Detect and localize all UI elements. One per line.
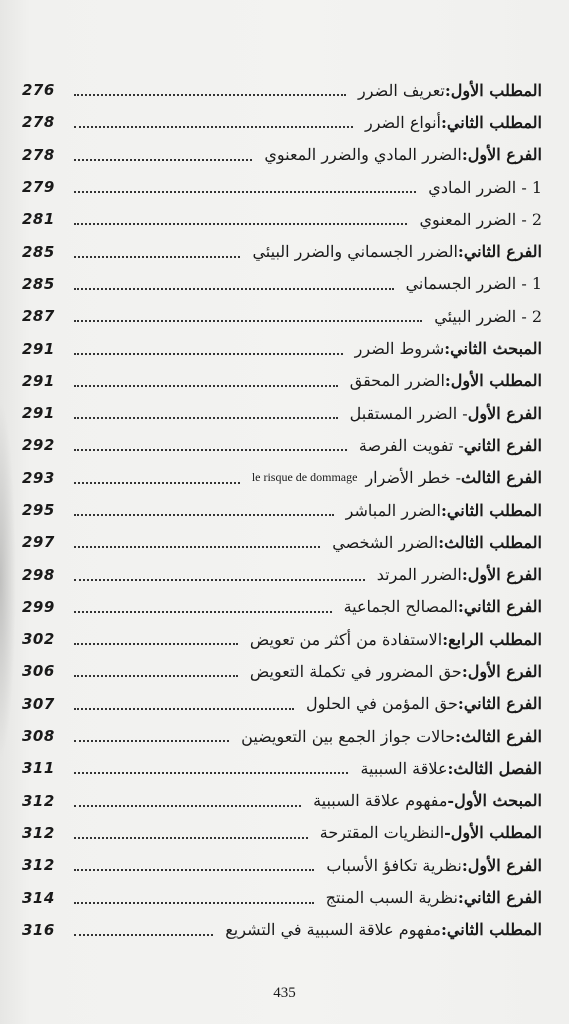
toc-entry	[22, 397, 542, 429]
toc-entry	[22, 881, 542, 913]
toc-entry-title	[400, 274, 542, 293]
toc-entry-label: المبحث الثاني:	[444, 339, 542, 359]
toc-leader-dots	[74, 708, 294, 710]
toc-entry-label: الفرع الثاني:	[457, 888, 542, 908]
toc-entry-text: الضرر المباشر	[345, 500, 441, 520]
toc-entry-label: المطلب الرابع:	[442, 629, 542, 649]
toc-entry	[22, 558, 542, 590]
toc-entry-text: مفهوم علاقة السببية في التشريع	[225, 920, 441, 940]
toc-page-number: 311	[22, 759, 55, 778]
toc-entry	[22, 494, 542, 526]
toc-leader-dots	[74, 159, 252, 161]
toc-page-number: 291	[22, 404, 55, 423]
toc-leader-dots	[74, 256, 240, 258]
toc-entry	[22, 139, 542, 171]
toc-page-number: 292	[22, 436, 55, 455]
toc-leader-dots	[74, 643, 238, 645]
toc-entry-title	[338, 597, 542, 616]
toc-entry-label: الفرع الأول:	[461, 855, 542, 875]
toc-entry	[22, 462, 542, 494]
toc-entry-label: الفرع الثالث:	[455, 726, 542, 746]
toc-entry-title	[352, 81, 542, 100]
toc-page-number: 306	[22, 662, 55, 681]
toc-page-number: 299	[22, 597, 55, 616]
toc-entry-title	[244, 630, 542, 649]
toc-entry-text: حق المضرور في تكملة التعويض	[249, 661, 462, 681]
toc-entry-label: المطلب الأول:	[444, 371, 542, 391]
toc-entry-title	[320, 856, 542, 875]
toc-entry-latin-term: le risque de dommage	[251, 470, 358, 485]
toc-entry-title	[428, 307, 542, 326]
toc-entry-label: الفرع الثاني:	[457, 242, 542, 262]
toc-entry	[22, 817, 542, 849]
toc-entry	[22, 623, 542, 655]
toc-leader-dots	[74, 482, 240, 484]
toc-entry-title	[344, 371, 542, 390]
toc-page-number: 278	[22, 145, 55, 164]
toc-entry-label: الفرع الثاني:	[457, 597, 542, 617]
toc-entry-text: حالات جواز الجمع بين التعويضين	[241, 726, 456, 746]
toc-leader-dots	[74, 579, 365, 581]
toc-entry	[22, 688, 542, 720]
toc-leader-dots	[74, 514, 334, 516]
toc-leader-dots	[74, 94, 346, 96]
toc-entry-label: الفرع الأول:	[461, 145, 542, 165]
toc-leader-dots	[74, 675, 238, 677]
toc-entry	[22, 785, 542, 817]
toc-entry-title	[219, 920, 542, 939]
toc-entry	[22, 203, 542, 235]
toc-leader-dots	[74, 449, 347, 451]
toc-entry-label: الفصل الثالث:	[447, 758, 542, 778]
toc-leader-dots	[74, 320, 422, 322]
toc-leader-dots	[74, 417, 338, 419]
toc-entry	[22, 526, 542, 558]
toc-entry-title	[307, 791, 542, 810]
toc-entry-text: أنواع الضرر	[365, 112, 441, 132]
toc-leader-dots	[74, 902, 314, 904]
toc-entry-title	[413, 210, 542, 229]
page-binding-shadow	[0, 400, 16, 760]
toc-page-number: 295	[22, 501, 55, 519]
toc-entry	[22, 74, 542, 106]
toc-entry	[22, 752, 542, 784]
toc-entry-title	[244, 662, 542, 681]
toc-entry-text: الضرر الشخصي	[332, 532, 439, 552]
page-footer-number: 435	[273, 985, 296, 1001]
toc-entry	[22, 429, 542, 461]
toc-entry-text: الضرر المادي والضرر المعنوي	[264, 145, 462, 165]
toc-entry-title	[314, 823, 542, 842]
toc-page-number: 302	[22, 630, 55, 649]
toc-entry	[22, 171, 542, 203]
toc-entry-text: - الضرر المستقبل	[349, 403, 468, 423]
toc-entry-title	[246, 468, 542, 487]
toc-entry-text: مفهوم علاقة السببية	[313, 791, 448, 811]
toc-entry-label: الفرع الأول:	[461, 661, 542, 681]
toc-entry-text: نظرية السبب المنتج	[325, 888, 458, 908]
toc-leader-dots	[74, 288, 394, 290]
toc-entry	[22, 365, 542, 397]
toc-entry-text: حق المؤمن في الحلول	[306, 694, 458, 714]
toc-page-number: 285	[22, 274, 55, 293]
toc-entry-title	[422, 178, 542, 197]
toc-entry-label: الفرع الأول:	[461, 565, 542, 585]
toc-page-number: 316	[22, 920, 55, 939]
toc-page-number: 312	[22, 791, 55, 810]
toc-entry-label: الفرع الثالث	[461, 468, 542, 488]
toc-page-number: 308	[22, 727, 55, 746]
toc-entry-title	[235, 727, 542, 746]
toc-leader-dots	[74, 740, 229, 742]
toc-page-number: 312	[22, 856, 55, 875]
toc-leader-dots	[74, 191, 416, 193]
toc-entry-title	[340, 501, 542, 520]
toc-entry-text: شروط الضرر	[354, 339, 445, 359]
toc-page-number: 307	[22, 694, 55, 713]
toc-entry	[22, 914, 542, 946]
toc-page-number: 285	[22, 242, 55, 261]
toc-leader-dots	[74, 934, 213, 936]
table-of-contents	[22, 74, 542, 946]
toc-leader-dots	[74, 223, 407, 225]
toc-page-number: 293	[22, 468, 55, 487]
toc-entry-label: المطلب الثاني:	[441, 112, 542, 132]
toc-entry-title	[300, 694, 542, 713]
toc-page-number: 276	[22, 81, 55, 100]
toc-entry-text: الاستفادة من أكثر من تعويض	[249, 629, 443, 649]
toc-entry-label: المبحث الأول-	[447, 791, 542, 811]
toc-page-number: 279	[22, 178, 55, 197]
toc-entry-text: المصالح الجماعية	[343, 597, 458, 617]
toc-entry-text: نظرية تكافؤ الأسباب	[326, 855, 462, 875]
toc-entry-text: علاقة السببية	[360, 758, 448, 778]
toc-page-number: 281	[22, 210, 55, 229]
toc-page-number: 291	[22, 339, 55, 358]
toc-entry-title	[349, 339, 542, 358]
toc-entry-text: 1 - الضرر الجسماني	[405, 274, 542, 294]
toc-entry-label: الفرع الثاني	[463, 435, 542, 455]
toc-entry	[22, 720, 542, 752]
toc-entry	[22, 655, 542, 687]
toc-page-number: 278	[22, 113, 55, 132]
toc-entry-label: المطلب الأول-	[444, 823, 542, 843]
toc-entry-label: المطلب الأول:	[444, 80, 542, 100]
toc-page-number: 287	[22, 307, 55, 326]
toc-entry-text: - خطر الأضرار	[365, 468, 462, 488]
toc-entry-title	[246, 242, 542, 261]
toc-entry-title	[359, 113, 542, 132]
toc-entry-text: الضرر الجسماني والضرر البيئي	[252, 242, 458, 262]
toc-page-number: 314	[22, 888, 55, 907]
toc-entry-label: المطلب الثاني:	[441, 920, 542, 940]
toc-entry	[22, 332, 542, 364]
toc-page-number: 291	[22, 371, 55, 390]
toc-entry-text: تعريف الضرر	[358, 80, 445, 100]
toc-entry-title	[371, 565, 542, 584]
toc-leader-dots	[74, 385, 338, 387]
toc-entry	[22, 300, 542, 332]
toc-entry-title	[353, 436, 542, 455]
toc-entry-label: الفرع الثاني:	[457, 694, 542, 714]
toc-entry-text: 1 - الضرر المادي	[428, 177, 542, 197]
toc-leader-dots	[74, 805, 301, 807]
toc-page-number: 312	[22, 823, 55, 842]
toc-entry	[22, 591, 542, 623]
toc-entry	[22, 268, 542, 300]
toc-entry-title	[354, 759, 542, 778]
toc-entry-title	[320, 888, 542, 907]
toc-entry-title	[326, 533, 542, 552]
toc-entry	[22, 849, 542, 881]
toc-entry-label: المطلب الثاني:	[441, 500, 542, 520]
toc-entry	[22, 235, 542, 267]
toc-entry-title	[258, 145, 542, 164]
toc-page-number: 297	[22, 533, 55, 552]
toc-leader-dots	[74, 869, 314, 871]
toc-leader-dots	[74, 837, 308, 839]
toc-entry	[22, 106, 542, 138]
toc-leader-dots	[74, 353, 343, 355]
toc-entry-title	[344, 404, 542, 423]
toc-entry-text: 2 - الضرر المعنوي	[419, 209, 542, 229]
toc-page-number: 298	[22, 565, 55, 584]
toc-leader-dots	[74, 772, 348, 774]
toc-leader-dots	[74, 546, 320, 548]
toc-entry-label: الفرع الأول	[467, 403, 542, 423]
toc-entry-text: الضرر المرتد	[376, 565, 462, 585]
toc-entry-text: النظريات المقترحة	[319, 823, 445, 843]
toc-entry-text: الضرر المحقق	[349, 371, 445, 391]
toc-entry-label: المطلب الثالث:	[438, 532, 542, 552]
toc-entry-text: 2 - الضرر البيئي	[434, 306, 542, 326]
toc-leader-dots	[74, 611, 332, 613]
toc-leader-dots	[74, 126, 353, 128]
toc-entry-text: - تفويت الفرصة	[358, 435, 464, 455]
